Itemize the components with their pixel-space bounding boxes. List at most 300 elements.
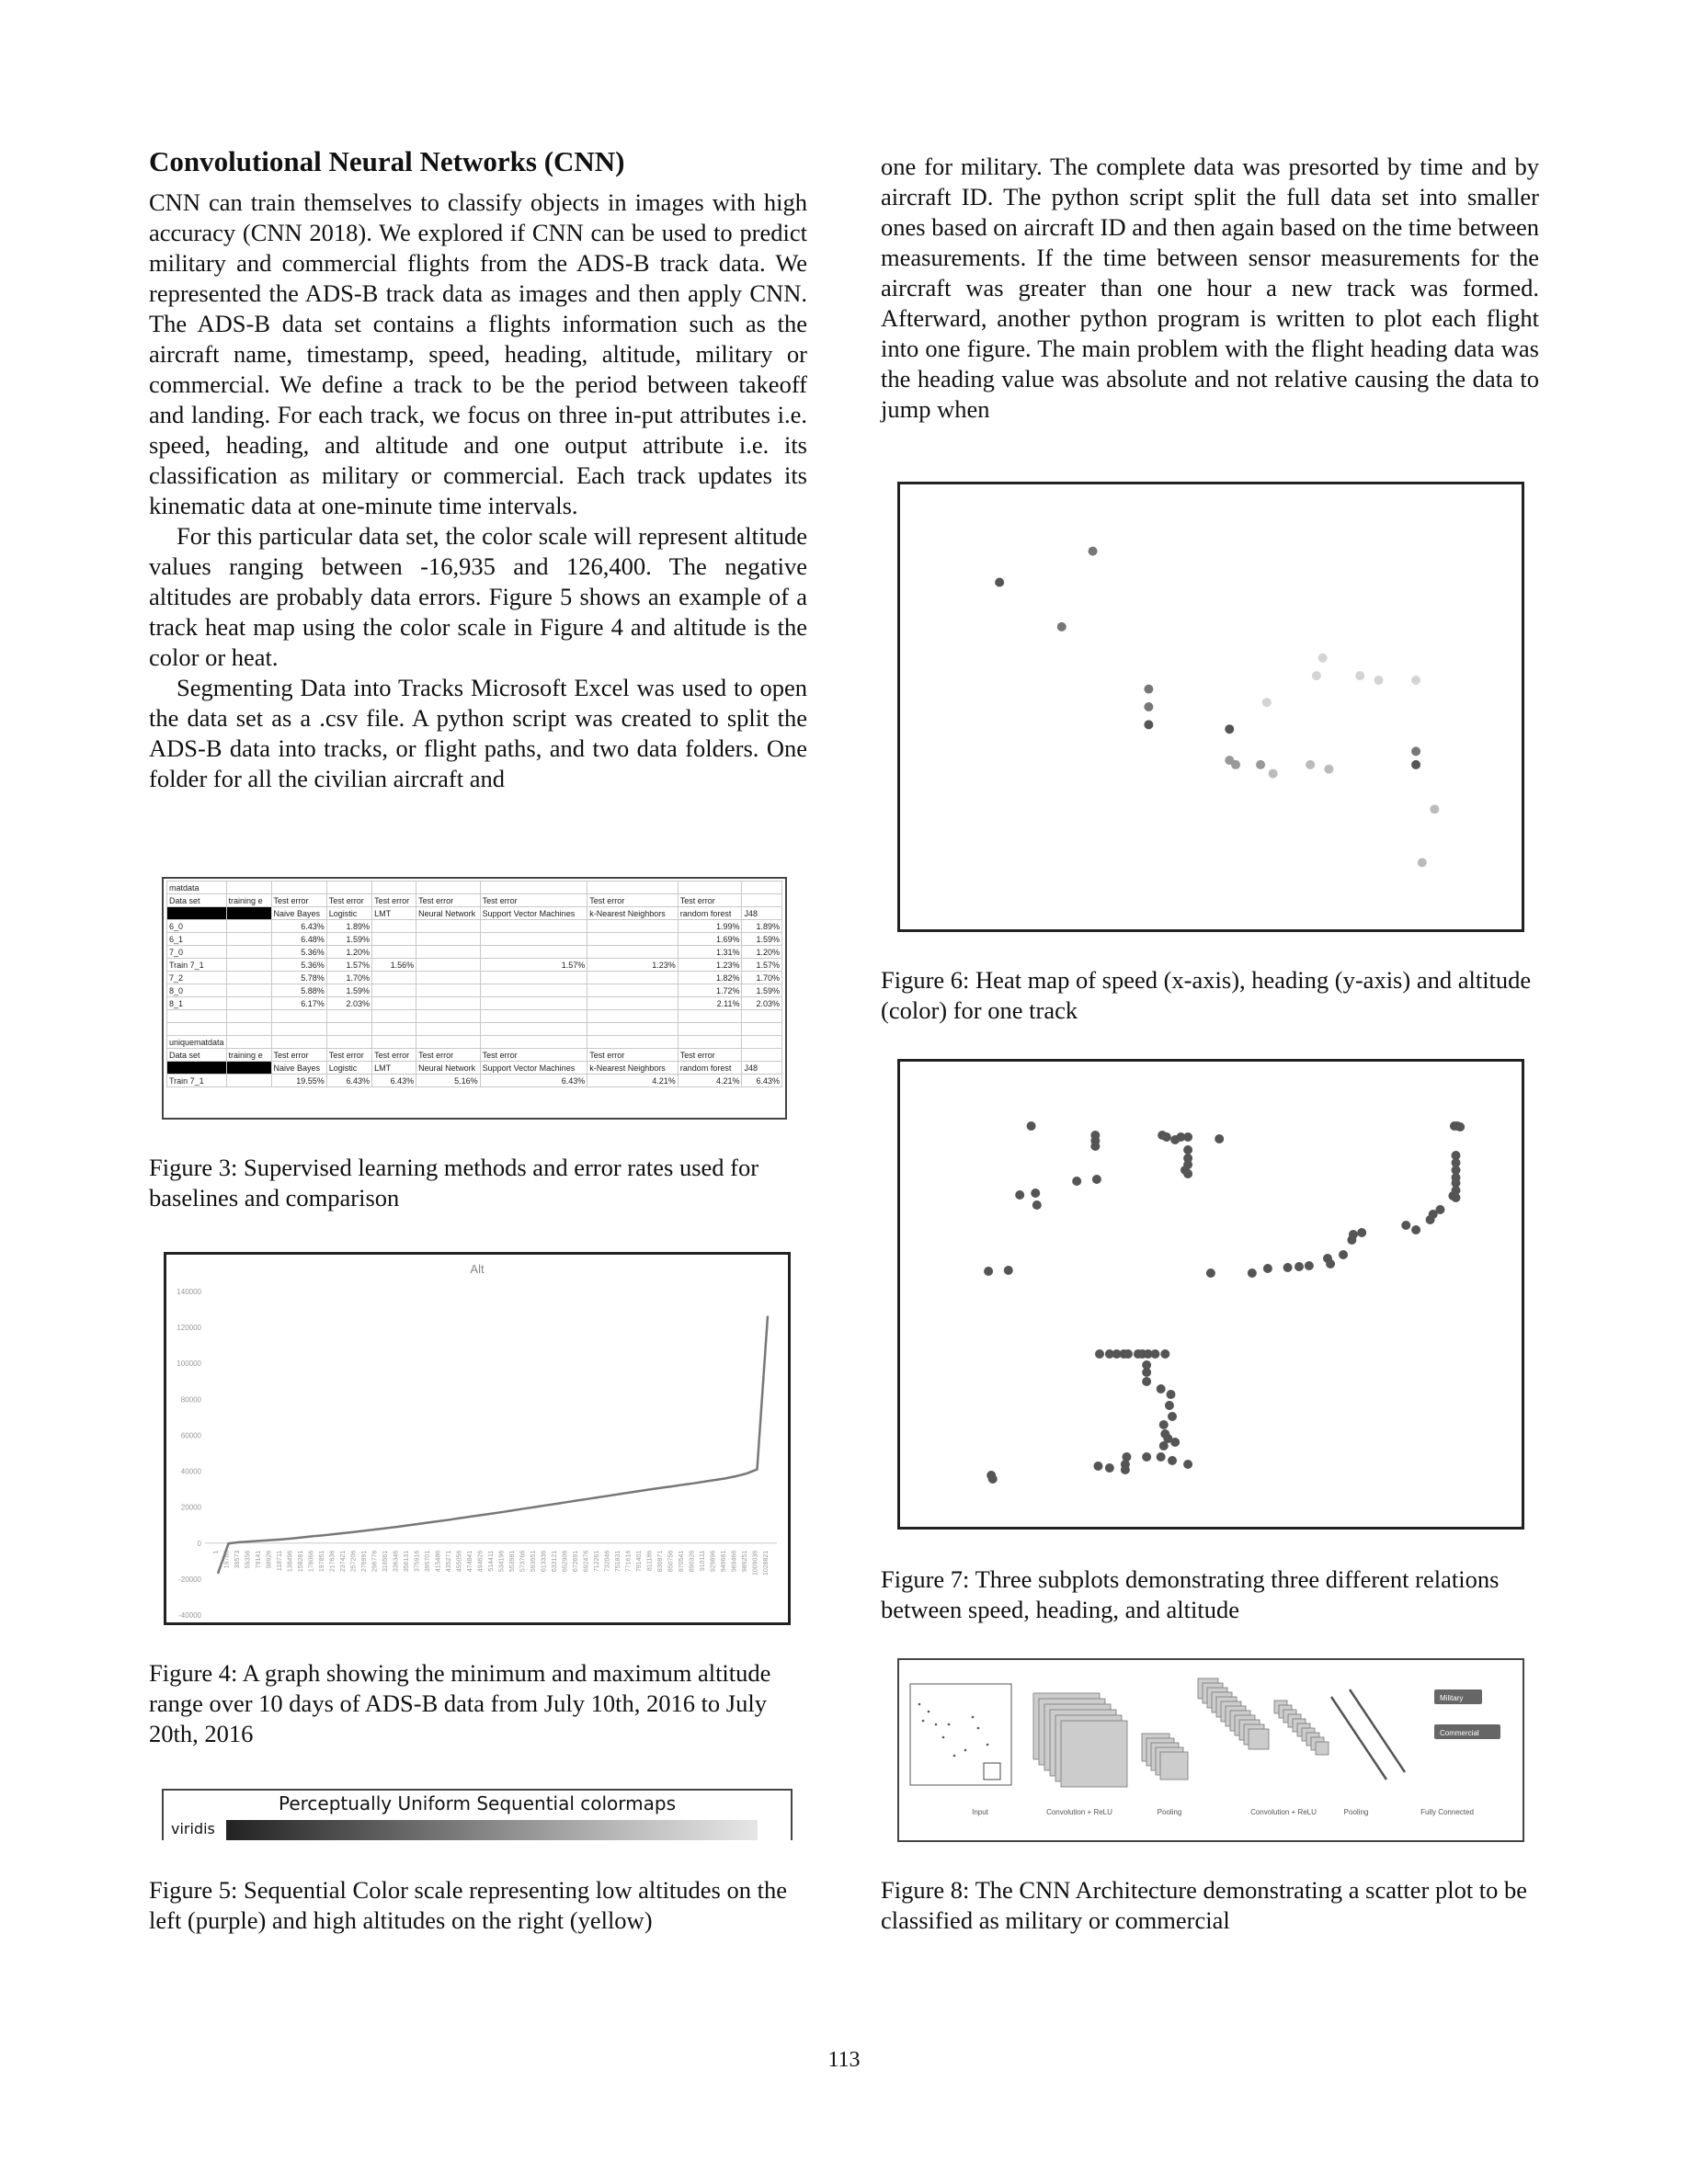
y-tick-label: -40000	[178, 1611, 201, 1620]
scatter-point	[1157, 1452, 1166, 1462]
table-cell	[372, 997, 416, 1010]
scatter-point	[1027, 1121, 1036, 1131]
x-tick-label: 811186	[646, 1550, 654, 1572]
table-cell: uniquematdata	[167, 1036, 227, 1049]
scatter-point	[1248, 1268, 1257, 1278]
x-tick-label: 79141	[256, 1550, 262, 1569]
table-cell: training e	[226, 894, 271, 907]
x-tick-label: 732046	[604, 1550, 611, 1573]
table-cell	[326, 1036, 371, 1049]
table-cell: 4.21%	[678, 1075, 742, 1087]
table-cell: J48	[742, 907, 782, 920]
table-cell: 7_2	[167, 972, 227, 984]
table-cell	[271, 882, 326, 894]
error-rate-table	[166, 881, 782, 1087]
table-cell: Test error	[271, 894, 326, 907]
table-cell	[480, 1010, 587, 1023]
page-number: 113	[827, 2048, 861, 2072]
y-tick-label: 140000	[177, 1288, 201, 1296]
figure-3-table	[162, 877, 787, 1120]
heat-map-scatter	[900, 484, 1522, 929]
table-cell: Test error	[480, 894, 587, 907]
three-subplots-scatter	[900, 1062, 1522, 1527]
scatter-point	[1318, 654, 1328, 663]
table-cell	[226, 1036, 271, 1049]
table-cell: 2.03%	[742, 997, 782, 1010]
input-point	[953, 1755, 956, 1757]
fc-layer-line	[1331, 1697, 1386, 1780]
layer-label: Convolution + ReLU	[1046, 1808, 1112, 1816]
table-cell	[480, 882, 587, 894]
scatter-point	[1093, 1462, 1102, 1471]
table-cell: 6.43%	[742, 1075, 782, 1087]
scatter-point	[1105, 1463, 1114, 1473]
table-cell	[226, 933, 271, 946]
scatter-point	[1162, 1132, 1171, 1142]
table-cell	[326, 882, 371, 894]
table-cell	[742, 882, 782, 894]
table-cell: 1.70%	[326, 972, 371, 984]
table-row	[167, 984, 782, 997]
x-tick-label: 435271	[446, 1550, 452, 1573]
layer-label: Convolution + ReLU	[1250, 1808, 1317, 1816]
table-cell	[372, 1036, 416, 1049]
table-cell: Test error	[271, 1049, 326, 1062]
table-cell	[226, 907, 271, 920]
table-cell	[226, 1010, 271, 1023]
x-tick-label: 870541	[679, 1550, 685, 1573]
scatter-point	[1090, 1142, 1100, 1151]
table-cell: 1.23%	[587, 959, 679, 972]
table-cell	[587, 920, 679, 933]
pool2-feature-map	[1316, 1742, 1329, 1755]
scatter-point	[1004, 1266, 1013, 1275]
input-point	[964, 1749, 967, 1752]
scatter-point	[1057, 622, 1066, 631]
input-point	[918, 1703, 921, 1706]
scatter-point	[1144, 685, 1153, 694]
table-cell: 6.17%	[271, 997, 326, 1010]
table-cell	[271, 1036, 326, 1049]
table-cell: 8_0	[167, 984, 227, 997]
table-cell	[271, 1023, 326, 1036]
table-cell	[587, 984, 679, 997]
scatter-point	[1418, 858, 1427, 867]
x-tick-label: 59356	[245, 1550, 252, 1569]
table-cell: training e	[226, 1049, 271, 1062]
table-cell: matdata	[167, 882, 227, 894]
table-header-row	[167, 1049, 782, 1062]
table-row	[167, 1023, 782, 1036]
input-point	[987, 1744, 989, 1746]
scatter-point	[1324, 765, 1333, 774]
table-cell: Data set	[167, 1049, 227, 1062]
scatter-point	[1032, 1200, 1042, 1210]
table-cell: J48	[742, 1062, 782, 1075]
scatter-point	[1262, 698, 1272, 707]
table-cell	[226, 984, 271, 997]
x-tick-label: 474841	[467, 1550, 473, 1573]
table-cell: k-Nearest Neighbors	[587, 907, 679, 920]
input-point	[948, 1723, 951, 1726]
table-cell: Support Vector Machines	[480, 907, 587, 920]
table-cell	[167, 1023, 227, 1036]
table-cell: Neural Network	[416, 1062, 481, 1075]
x-tick-label: 336346	[393, 1550, 400, 1573]
table-cell: LMT	[372, 907, 416, 920]
table-cell: 1.89%	[742, 920, 782, 933]
table-cell	[416, 984, 481, 997]
y-tick-label: 120000	[177, 1324, 201, 1333]
scatter-point	[1411, 746, 1420, 756]
x-tick-label: 553981	[509, 1550, 516, 1573]
table-cell	[587, 1023, 679, 1036]
scatter-point	[1167, 1390, 1176, 1399]
table-cell	[416, 959, 481, 972]
table-cell	[587, 1010, 679, 1023]
x-tick-label: 276991	[361, 1550, 368, 1573]
cnn-architecture-diagram	[899, 1660, 1523, 1840]
x-tick-label: 158281	[298, 1550, 304, 1573]
scatter-point	[1159, 1420, 1169, 1429]
scatter-point	[1256, 760, 1265, 769]
table-cell: 1.82%	[678, 972, 742, 984]
table-cell: Test error	[372, 1049, 416, 1062]
table-cell: 1.20%	[742, 946, 782, 959]
scatter-point	[1095, 1349, 1104, 1359]
table-cell: Test error	[678, 894, 742, 907]
table-cell: 1.89%	[326, 920, 371, 933]
table-cell	[480, 972, 587, 984]
colormap-name: viridis	[171, 1820, 215, 1837]
table-section-title	[167, 882, 782, 894]
scatter-point	[1401, 1221, 1410, 1230]
table-cell: 4.21%	[587, 1075, 679, 1087]
table-header-row	[167, 1062, 782, 1075]
scatter-point	[988, 1474, 998, 1484]
table-cell: Data set	[167, 894, 227, 907]
x-tick-label: 197851	[319, 1550, 325, 1573]
x-tick-label: 494626	[477, 1550, 485, 1573]
figure-4-caption: Figure 4: A graph showing the minimum and maximum altitude range over 10 days of ADS-B data from July 10th, 2016 to July 20th, 2016	[149, 1659, 771, 1747]
table-cell	[416, 946, 481, 959]
scatter-point	[1435, 1205, 1444, 1214]
table-cell	[480, 1023, 587, 1036]
table-cell: Test error	[326, 1049, 371, 1062]
table-cell: 1.59%	[742, 933, 782, 946]
table-cell	[326, 1010, 371, 1023]
altitude-series-line	[218, 1316, 768, 1574]
table-cell: k-Nearest Neighbors	[587, 1062, 679, 1075]
scatter-point	[1215, 1134, 1224, 1143]
layer-label: Pooling	[1157, 1808, 1182, 1816]
table-cell: 6.43%	[326, 1075, 371, 1087]
table-cell: 1.69%	[678, 933, 742, 946]
input-scatter-frame	[910, 1684, 1011, 1785]
x-tick-label: 455056	[456, 1550, 463, 1573]
table-cell: Naive Bayes	[271, 907, 326, 920]
table-cell	[742, 894, 782, 907]
y-tick-label: 0	[197, 1539, 201, 1548]
table-cell	[226, 1023, 271, 1036]
section-heading: Convolutional Neural Networks (CNN)	[149, 145, 625, 177]
altitude-line-chart	[166, 1255, 788, 1622]
table-cell	[480, 997, 587, 1010]
scatter-point	[1231, 760, 1240, 769]
table-cell: 1.56%	[372, 959, 416, 972]
table-cell: Test error	[587, 1049, 679, 1062]
figure-4-chart	[164, 1252, 791, 1625]
table-cell	[372, 1023, 416, 1036]
layer-label: Input	[972, 1808, 988, 1816]
scatter-point	[984, 1267, 993, 1276]
table-cell: 5.36%	[271, 946, 326, 959]
scatter-point	[1157, 1384, 1166, 1393]
table-cell: Test error	[587, 894, 679, 907]
table-cell: Test error	[480, 1049, 587, 1062]
x-tick-label: 39573	[234, 1550, 241, 1569]
table-cell: 1.72%	[678, 984, 742, 997]
x-tick-label: 237421	[340, 1550, 347, 1573]
table-cell	[416, 972, 481, 984]
table-cell	[587, 1036, 679, 1049]
fc-layer-line	[1350, 1689, 1405, 1772]
figure-6-caption: Figure 6: Heat map of speed (x-axis), heading (y-axis) and altitude (color) for one track	[881, 966, 1532, 1024]
conv2-feature-map	[1249, 1729, 1269, 1749]
conv1-feature-map	[1061, 1721, 1127, 1787]
scatter-point	[1411, 676, 1420, 685]
table-cell: 6.48%	[271, 933, 326, 946]
scatter-point	[1411, 760, 1420, 769]
scatter-point	[1452, 1151, 1461, 1160]
x-tick-label: 19786	[223, 1550, 231, 1569]
table-cell	[372, 920, 416, 933]
scatter-point	[1305, 1261, 1314, 1270]
figure-5-colormap	[162, 1789, 793, 1840]
x-tick-label: 910111	[700, 1550, 706, 1572]
scatter-point	[1144, 720, 1153, 729]
scatter-point	[1150, 1349, 1159, 1359]
paragraph: CNN can train themselves to classify objects in images with high accuracy (CNN 2018). We explored if CNN can be used to predict military and commercial flights from the ADS-B track data. We represented the ADS-B track data as images and then apply CNN. The ADS-B data set contains a flights information such as the aircraft name, timestamp, speed, heading, altitude, military or commercial. We define a track to be the period between takeoff and landing. For each track, we focus on three in-put attributes i.e. speed, heading, and altitude and one output attribute i.e. its classification as military or commercial. Each track updates its kinematic data at one-minute time intervals.	[149, 188, 807, 519]
table-cell	[226, 1062, 271, 1075]
table-cell: Test error	[372, 894, 416, 907]
scatter-point	[1092, 1175, 1101, 1184]
scatter-point	[1183, 1460, 1192, 1469]
table-cell: 1.99%	[678, 920, 742, 933]
table-cell	[480, 920, 587, 933]
table-row	[167, 997, 782, 1010]
table-cell: 1.31%	[678, 946, 742, 959]
scatter-point	[1225, 724, 1234, 734]
x-tick-label: 257206	[350, 1550, 358, 1573]
figure-7-subplots	[897, 1059, 1524, 1530]
scatter-point	[1411, 1225, 1420, 1234]
scatter-point	[1357, 1228, 1366, 1237]
table-cell	[742, 1023, 782, 1036]
x-tick-label: 1009036	[752, 1550, 759, 1576]
scatter-point	[1165, 1401, 1174, 1410]
table-cell	[416, 933, 481, 946]
table-cell	[480, 946, 587, 959]
colormap-title: Perceptually Uniform Sequential colormaps	[278, 1792, 677, 1814]
paragraph: Segmenting Data into Tracks Microsoft Excel was used to open the data set as a .csv file. A python script was created to split the ADS-B data into tracks, or flight paths, and two data folders. One folder for all the civilian aircraft and	[149, 673, 807, 792]
table-cell: Train 7_1	[167, 1075, 227, 1087]
scatter-point	[1142, 1368, 1151, 1377]
y-tick-label: 60000	[180, 1431, 201, 1440]
table-cell: Test error	[678, 1049, 742, 1062]
table-cell	[167, 907, 227, 920]
table-cell	[480, 933, 587, 946]
x-tick-label: 751831	[615, 1550, 622, 1573]
table-row	[167, 972, 782, 984]
table-cell	[416, 1010, 481, 1023]
table-cell	[742, 1010, 782, 1023]
x-tick-label: 613336	[541, 1550, 548, 1573]
scatter-point	[1183, 1145, 1192, 1155]
figure-6-scatter	[897, 482, 1524, 932]
figure-7-caption: Figure 7: Three subplots demonstrating three different relations between speed, heading, and altitude	[881, 1565, 1500, 1623]
table-row	[167, 959, 782, 972]
table-cell: 6.43%	[271, 920, 326, 933]
table-cell	[742, 1049, 782, 1062]
scatter-point	[1263, 1264, 1272, 1273]
y-tick-label: 40000	[180, 1467, 201, 1476]
y-tick-label: 20000	[180, 1503, 201, 1512]
input-point	[972, 1716, 975, 1719]
table-cell	[372, 972, 416, 984]
scatter-point	[1160, 1349, 1169, 1359]
table-cell	[416, 997, 481, 1010]
table-cell	[326, 1023, 371, 1036]
scatter-point	[1323, 1254, 1332, 1263]
input-point	[977, 1727, 980, 1730]
table-cell: Naive Bayes	[271, 1062, 326, 1075]
scatter-point	[1121, 1460, 1130, 1469]
figure-8-caption: Figure 8: The CNN Architecture demonstrating a scatter plot to be classified as military or commercial	[881, 1876, 1528, 1934]
table-cell	[167, 1062, 227, 1075]
x-tick-label: 652906	[562, 1550, 569, 1573]
x-tick-label: 415486	[435, 1550, 442, 1573]
table-cell: 8_1	[167, 997, 227, 1010]
colormap-gradient-bar	[226, 1820, 758, 1840]
x-tick-label: 791401	[636, 1550, 643, 1573]
x-tick-label: 138496	[287, 1550, 294, 1573]
table-cell	[587, 946, 679, 959]
table-cell	[416, 1036, 481, 1049]
x-tick-label: 949681	[721, 1550, 727, 1573]
x-tick-label: 375916	[414, 1550, 421, 1573]
scatter-point	[1159, 1441, 1169, 1450]
table-cell: Logistic	[326, 1062, 371, 1075]
table-cell: Neural Network	[416, 907, 481, 920]
table-cell: 1.23%	[678, 959, 742, 972]
table-cell: Train 7_1	[167, 959, 227, 972]
table-header-row	[167, 894, 782, 907]
scatter-point	[1374, 676, 1384, 685]
table-cell	[416, 1023, 481, 1036]
table-cell: 5.16%	[416, 1075, 481, 1087]
x-tick-label: 316561	[382, 1550, 389, 1573]
table-cell: 1.57%	[326, 959, 371, 972]
table-cell: random forest	[678, 907, 742, 920]
table-section-title	[167, 1036, 782, 1049]
input-point	[922, 1720, 925, 1723]
x-tick-label: 118711	[277, 1550, 283, 1572]
scatter-point	[1430, 804, 1439, 813]
table-cell	[678, 1023, 742, 1036]
table-cell	[678, 1010, 742, 1023]
table-cell: Test error	[416, 894, 481, 907]
scatter-point	[1206, 1268, 1215, 1278]
table-cell: 1.59%	[742, 984, 782, 997]
scatter-point	[1168, 1412, 1177, 1421]
x-tick-label: 890326	[689, 1550, 696, 1573]
left-column	[149, 145, 807, 794]
x-tick-label: 929896	[710, 1550, 717, 1573]
table-cell	[416, 920, 481, 933]
x-tick-label: 395701	[425, 1550, 431, 1573]
table-cell	[372, 933, 416, 946]
y-tick-label: 80000	[180, 1395, 201, 1405]
table-cell: Support Vector Machines	[480, 1062, 587, 1075]
x-tick-label: 217636	[329, 1550, 336, 1573]
scatter-point	[1015, 1190, 1024, 1200]
input-point	[935, 1723, 938, 1726]
table-cell	[678, 882, 742, 894]
y-tick-label: -20000	[178, 1575, 201, 1584]
table-row	[167, 946, 782, 959]
table-cell	[226, 946, 271, 959]
table-row	[167, 920, 782, 933]
right-column	[881, 152, 1539, 425]
layer-label: Fully Connected	[1420, 1808, 1474, 1816]
table-cell: 5.88%	[271, 984, 326, 997]
scatter-point	[1089, 547, 1098, 556]
y-tick-label: 100000	[177, 1359, 201, 1369]
table-cell	[226, 972, 271, 984]
scatter-point	[1031, 1189, 1040, 1198]
table-cell	[480, 1036, 587, 1049]
x-tick-label: 356131	[404, 1550, 410, 1573]
scatter-point	[1339, 1250, 1348, 1259]
scatter-point	[1312, 671, 1321, 680]
table-cell: 6_1	[167, 933, 227, 946]
x-tick-label: 1028821	[763, 1550, 770, 1576]
table-cell: 1.57%	[480, 959, 587, 972]
table-cell	[372, 984, 416, 997]
table-cell: 1.70%	[742, 972, 782, 984]
table-cell	[167, 1010, 227, 1023]
scatter-point	[1349, 1230, 1358, 1239]
table-cell	[372, 946, 416, 959]
x-tick-label: 534196	[498, 1550, 506, 1573]
table-cell	[416, 882, 481, 894]
pool1-feature-map	[1160, 1752, 1188, 1780]
table-cell: Test error	[416, 1049, 481, 1062]
table-cell: 19.55%	[271, 1075, 326, 1087]
table-cell: 2.03%	[326, 997, 371, 1010]
table-cell: 1.57%	[742, 959, 782, 972]
scatter-point	[1176, 1132, 1185, 1142]
x-tick-label: 514411	[488, 1550, 495, 1572]
input-point	[942, 1736, 945, 1739]
table-cell: Test error	[326, 894, 371, 907]
table-cell: 5.78%	[271, 972, 326, 984]
scatter-point	[1072, 1177, 1081, 1186]
table-cell: 6.43%	[372, 1075, 416, 1087]
table-cell: Logistic	[326, 907, 371, 920]
table-cell	[271, 1010, 326, 1023]
